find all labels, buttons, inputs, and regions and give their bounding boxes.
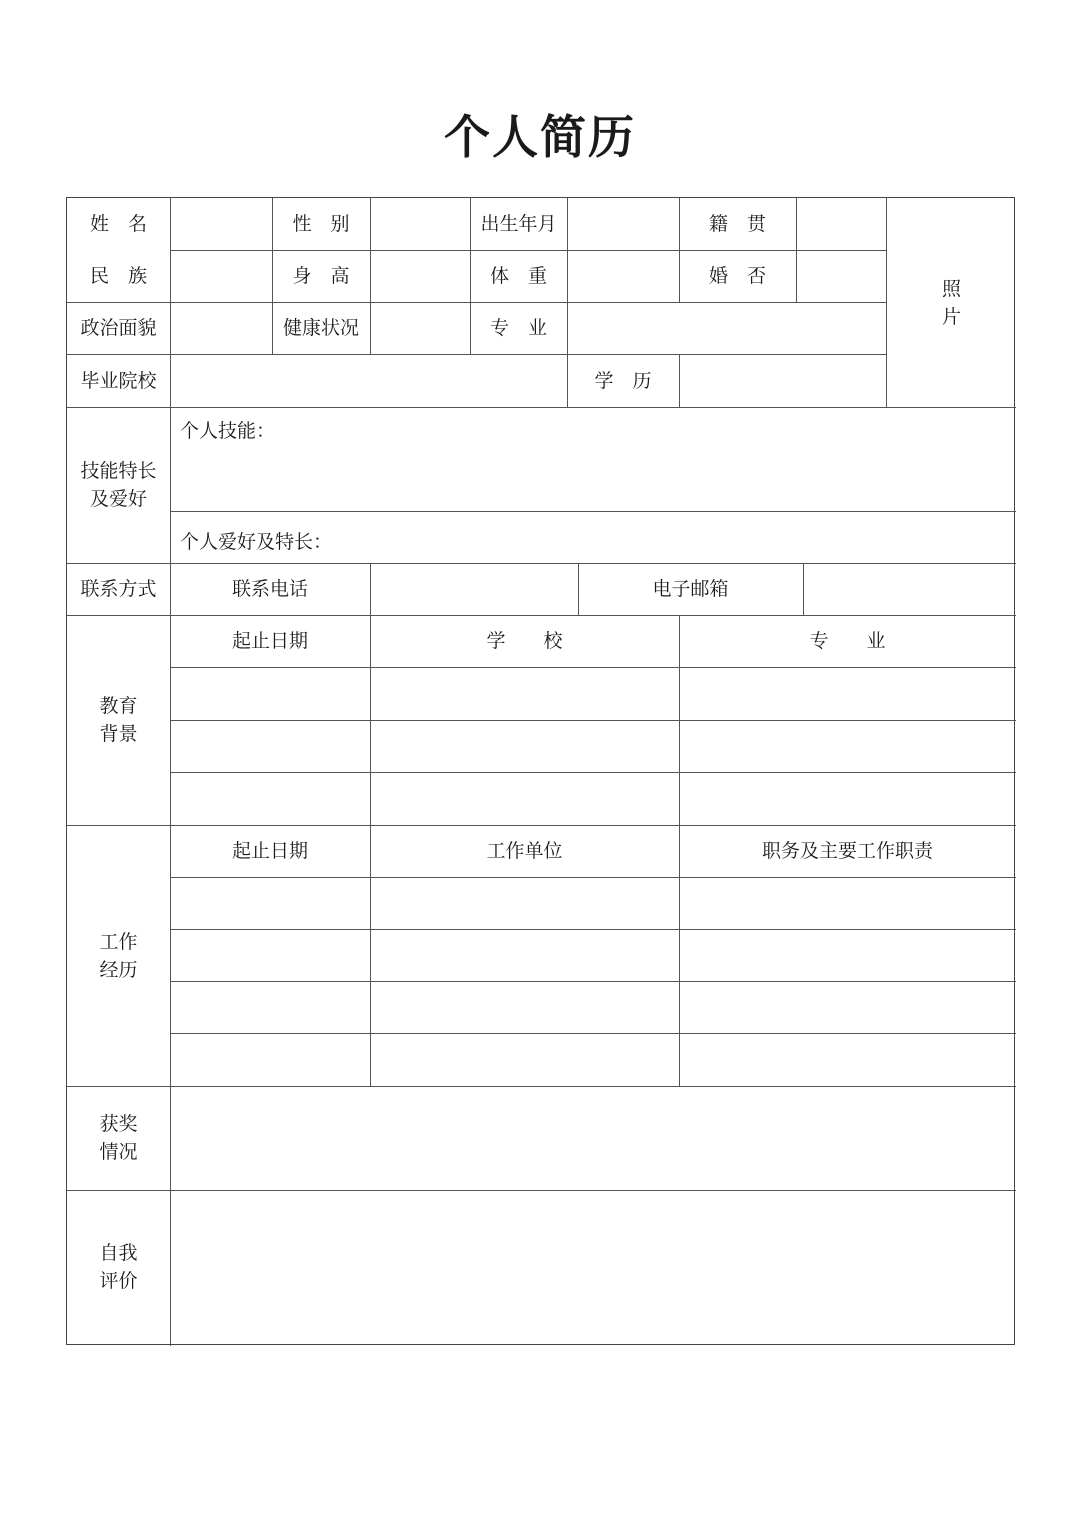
work-row[interactable] [171,1034,1016,1086]
name-field[interactable] [171,199,272,250]
work-row[interactable] [171,878,1016,929]
education-section-label: 教育 背景 [99,695,138,745]
work-row[interactable] [171,982,1016,1033]
height-label: 身 高 [292,265,350,287]
skills-field[interactable] [171,408,1016,511]
weight-label: 体 重 [489,265,547,287]
work-row[interactable] [171,930,1016,981]
marital-label: 婚 否 [708,265,766,287]
contact-label: 联系方式 [80,578,157,600]
degree-label: 学 历 [594,369,652,392]
hobbies-hint: 个人爱好及特长： [180,531,333,553]
native-place-field[interactable] [797,199,886,250]
email-field[interactable] [804,564,1016,615]
resume-form [66,197,1015,1345]
page-title: 个人简历 [444,110,636,164]
gender-field[interactable] [371,199,470,250]
education-header-major: 专 业 [809,630,886,652]
phone-field[interactable] [371,564,578,615]
political-label: 政治面貌 [80,317,157,339]
education-header-school: 学 校 [486,630,563,652]
major-label: 专 业 [489,317,547,339]
name-label: 姓 名 [89,213,147,235]
ethnicity-field[interactable] [171,251,272,302]
ethnicity-label: 民 族 [89,265,147,287]
education-row[interactable] [171,773,1016,825]
birth-label: 出生年月 [480,213,557,235]
phone-label: 联系电话 [231,578,308,600]
political-field[interactable] [171,303,272,354]
photo-box[interactable]: 照 片 [941,277,961,328]
marital-field[interactable] [797,251,886,302]
gender-label: 性 别 [292,213,350,235]
hobbies-field[interactable] [171,512,1016,563]
self-eval-label: 自我 评价 [99,1242,138,1292]
degree-field[interactable] [680,355,886,407]
weight-field[interactable] [568,251,679,302]
skills-hint: 个人技能： [180,420,276,442]
health-field[interactable] [371,303,470,354]
height-field[interactable] [371,251,470,302]
health-label: 健康状况 [282,317,359,339]
major-field[interactable] [568,303,886,354]
work-header-company: 工作单位 [486,840,563,862]
education-row[interactable] [171,668,1016,720]
email-label: 电子邮箱 [652,578,729,600]
self-eval-field[interactable] [171,1191,1016,1344]
work-section-label: 工作 经历 [99,930,138,981]
education-header-date: 起止日期 [231,630,308,652]
school-label: 毕业院校 [80,369,157,392]
work-header-date: 起止日期 [231,840,308,862]
school-field[interactable] [171,355,567,407]
education-row[interactable] [171,721,1016,772]
work-header-duties: 职务及主要工作职责 [761,840,933,862]
skills-section-label: 技能特长 及爱好 [80,460,157,510]
awards-label: 获奖 情况 [99,1113,138,1163]
birth-field[interactable] [568,199,679,250]
native-place-label: 籍 贯 [708,213,766,235]
awards-field[interactable] [171,1087,1016,1190]
